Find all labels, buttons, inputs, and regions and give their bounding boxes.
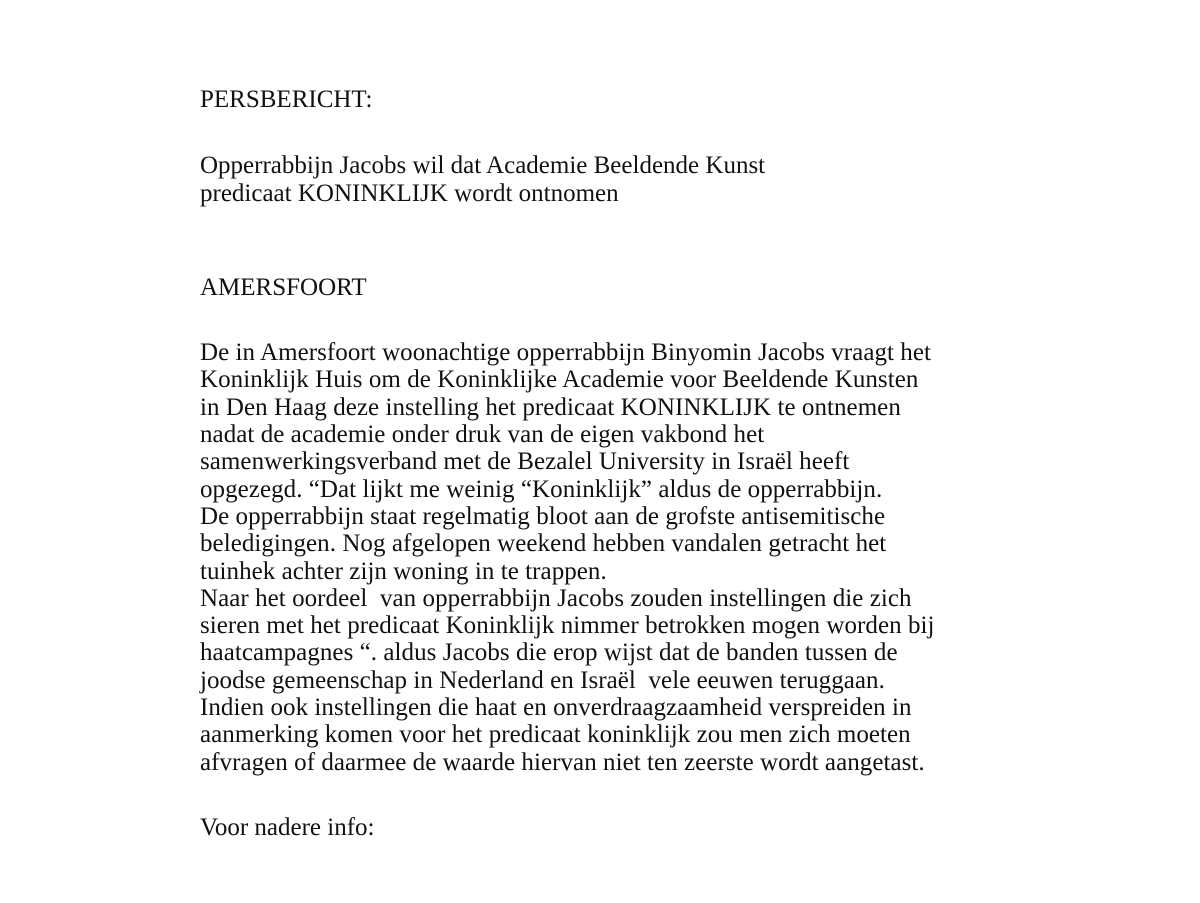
press-release-title: [200, 152, 1160, 207]
body-line: opgezegd. “Dat lijkt me weinig “Koninklijk” aldus de opperrabbijn.: [200, 475, 883, 503]
title-line: predicaat KONINKLIJK wordt ontnomen: [200, 179, 619, 207]
body-line: nadat de academie onder druk van de eigen vakbond het: [200, 421, 765, 449]
press-release-body: [200, 339, 1160, 776]
body-line: sieren met het predicaat Koninklijk nimmer betrokken mogen worden bij: [200, 612, 935, 640]
contact-info-label: Voor nadere info:: [200, 813, 375, 841]
body-line: De in Amersfoort woonachtige opperrabbijn Binyomin Jacobs vraagt het: [200, 339, 931, 367]
body-line: in Den Haag deze instelling het predicaat KONINKLIJK te ontnemen: [200, 393, 901, 421]
body-line: Naar het oordeel van opperrabbijn Jacobs zouden instellingen die zich: [200, 584, 912, 612]
document-header: PERSBERICHT:: [200, 86, 373, 113]
body-line: Koninklijk Huis om de Koninklijke Academie voor Beeldende Kunsten: [200, 366, 919, 394]
body-line: tuinhek achter zijn woning in te trappen.: [200, 557, 607, 585]
body-line: beledigingen. Nog afgelopen weekend hebben vandalen getracht het: [200, 530, 887, 558]
body-line: haatcampagnes “. aldus Jacobs die erop wijst dat de banden tussen de: [200, 639, 898, 667]
body-line: aanmerking komen voor het predicaat koninklijk zou men zich moeten: [200, 721, 911, 749]
location-dateline: AMERSFOORT: [200, 273, 367, 301]
title-line: Opperrabbijn Jacobs wil dat Academie Beeldende Kunst: [200, 152, 766, 180]
body-line: Indien ook instellingen die haat en onverdraagzaamheid verspreiden in: [200, 694, 912, 722]
press-release-document: [200, 86, 1160, 841]
body-line: De opperrabbijn staat regelmatig bloot aan de grofste antisemitische: [200, 502, 886, 530]
body-line: joodse gemeenschap in Nederland en Israël vele eeuwen teruggaan.: [200, 666, 885, 694]
body-line: samenwerkingsverband met de Bezalel University in Israël heeft: [200, 448, 850, 476]
body-line: afvragen of daarmee de waarde hiervan niet ten zeerste wordt aangetast.: [200, 748, 925, 776]
